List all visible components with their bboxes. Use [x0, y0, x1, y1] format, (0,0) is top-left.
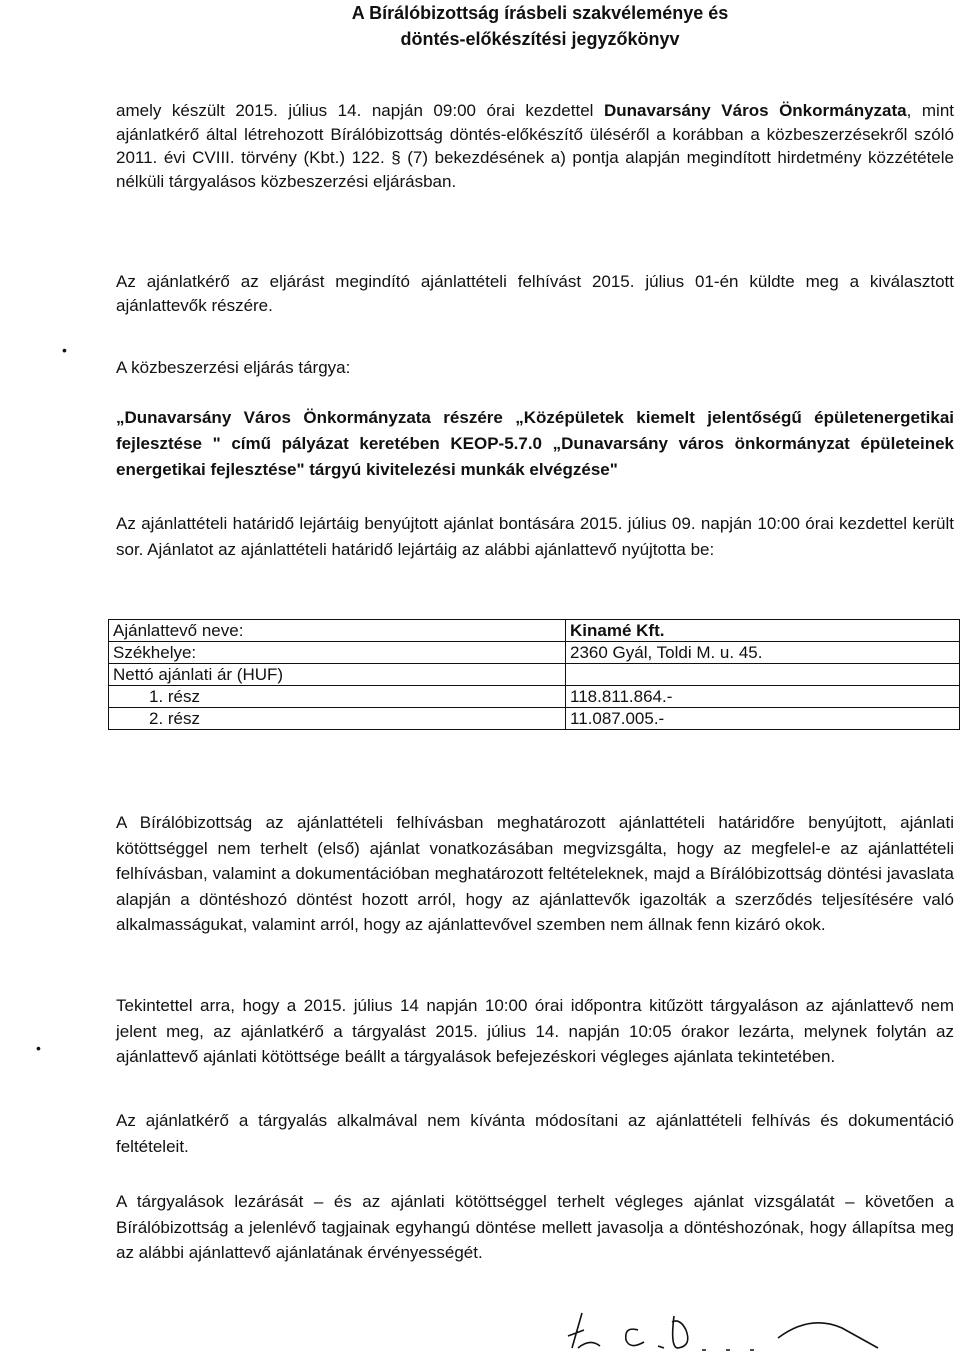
offer-value-cell: 118.811.864.-	[566, 686, 960, 708]
table-row	[109, 642, 960, 664]
no-change-paragraph: Az ajánlatkérő a tárgyalás alkalmával nem kívánta módosítani az ajánlattételi felhívás és dokumentáció feltételeit.	[116, 1111, 954, 1156]
offer-label-cell: Székhelye:	[109, 642, 566, 664]
offer-value-cell: Kinamé Kft.	[566, 620, 960, 642]
offer-label-cell: 2. rész	[109, 708, 566, 730]
table-row	[109, 686, 960, 708]
offer-label-cell: Ajánlattevő neve:	[109, 620, 566, 642]
subject-label: A közbeszerzési eljárás tárgya:	[116, 358, 351, 377]
margin-bullet-1: •	[62, 342, 67, 358]
conclusion-paragraph: A tárgyalások lezárását – és az ajánlati kötöttséggel terhelt végleges ajánlat vizsgálatát – követően a Bírálóbizottság a jelenlévő tagjainak egyhangú döntése mellett javasolja a döntéshozónak, hogy állapítsa meg az alábbi ajánlattevő ajánlatának érvényességét.	[116, 1192, 954, 1262]
opening-paragraph: Az ajánlattételi határidő lejártáig benyújtott ajánlat bontására 2015. július 09. napján 10:00 órai kezdettel került sor. Ajánlatot az ajánlattételi határidő lejártáig az alábbi ajánlattevő nyújtotta be:	[116, 514, 954, 559]
offer-label-cell: 1. rész	[109, 686, 566, 708]
offer-value-cell	[566, 664, 960, 686]
offer-label-cell: Nettó ajánlati ár (HUF)	[109, 664, 566, 686]
negotiation-paragraph: Tekintettel arra, hogy a 2015. július 14 napján 10:00 órai időpontra kitűzött tárgyaláson az ajánlattevő nem jelent meg, az ajánlatkérő a tárgyalást 2015. július 14. napján 10:05 órakor lezárta, melynek folytán az ajánlattevő ajánlati kötöttsége beállt a tárgyalások befejezéskori végleges ajánlata tekintetében.	[116, 996, 954, 1066]
document-title-line1: A Bírálóbizottság írásbeli szakvéleménye és	[351, 3, 729, 23]
intro-part2: , mint ajánlatkérő által létrehozott Bírálóbizottság döntés-előkészítő üléséről a korábban a közbeszerzésekről szóló 2011. évi CVIII. törvény (Kbt.) 122. § (7) bekezdésének a) pontja alapján megindított hirdetmény közzététele nélküli tárgyalásos közbeszerzési eljárásban.	[116, 101, 954, 191]
review-paragraph: A Bírálóbizottság az ajánlattételi felhívásban meghatározott ajánlattételi határidőre benyújtott, ajánlati kötöttséggel nem terhelt (első) ajánlat vonatkozásában megvizsgálta, hogy az megfelel-e az ajánlattételi felhívásban, valamint a dokumentációban meghatározott feltételeknek, majd a Bírálóbizottság döntési javaslata alapján a döntéshozó döntést hozott arról, hogy az ajánlattevők igazolták a szerződés teljesítésére való alkalmasságukat, valamint arról, hogy az ajánlattevővel szemben nem állnak fenn kizáró okok.	[116, 813, 954, 934]
procurement-subject: „Dunavarsány Város Önkormányzata részére „Középületek kiemelt jelentőségű épületenergetikai fejlesztése " című pályázat keretében KEOP-5.7.0 „Dunavarsány város önkormányzat épületeinek energetikai fejlesztése" tárgyú kivitelezési munkák elvégzése"	[116, 408, 954, 479]
intro-paragraph	[116, 99, 954, 193]
offer-table	[108, 619, 960, 730]
table-row	[109, 620, 960, 642]
document-title-line2: döntés-előkészítési jegyzőkönyv	[400, 29, 680, 49]
offer-value-cell: 2360 Gyál, Toldi M. u. 45.	[566, 642, 960, 664]
table-row	[109, 708, 960, 730]
intro-organization: Dunavarsány Város Önkormányzata	[603, 101, 907, 120]
table-row	[109, 664, 960, 686]
invitation-paragraph: Az ajánlatkérő az eljárást megindító ajánlattételi felhívást 2015. július 01-én küldte meg a kiválasztott ajánlattevők részére.	[116, 272, 954, 315]
intro-part1: amely készült 2015. július 14. napján 09:00 órai kezdettel	[116, 101, 604, 120]
signature-image	[560, 1308, 900, 1356]
margin-bullet-2: •	[36, 1040, 41, 1056]
offer-value-cell: 11.087.005.-	[566, 708, 960, 730]
